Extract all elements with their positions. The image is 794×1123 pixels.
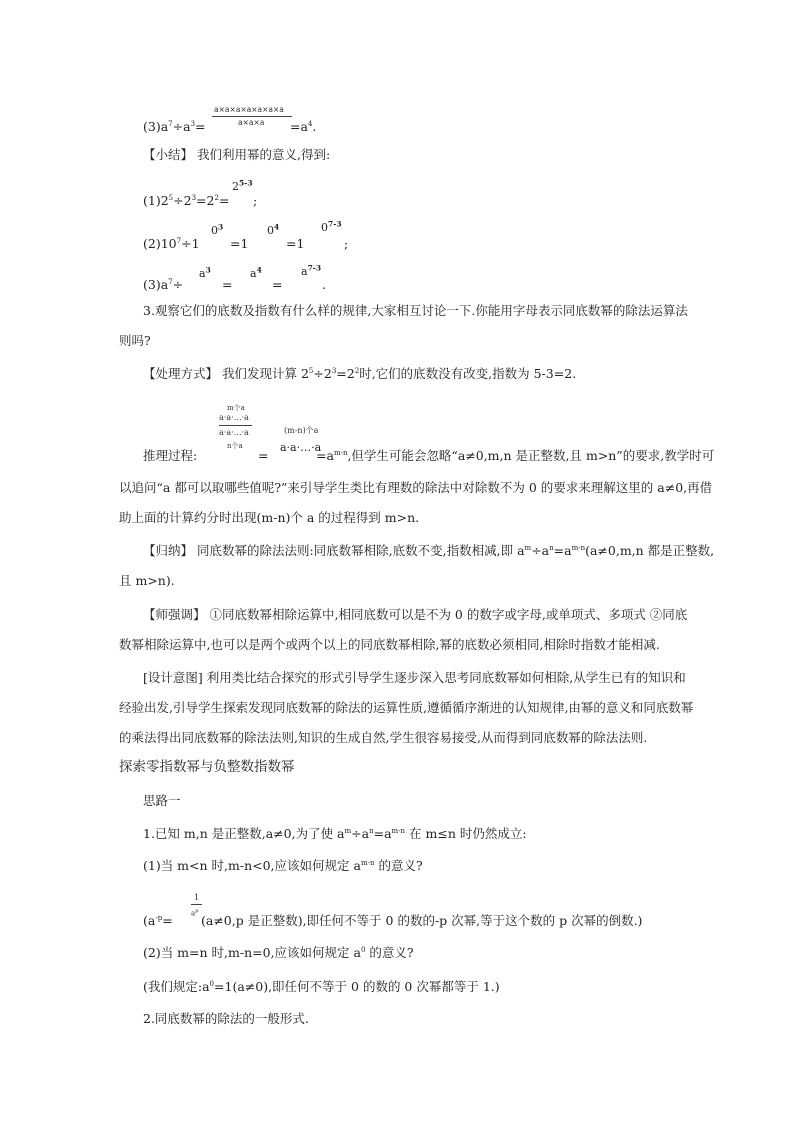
text: 【归纳】 同底数幂的除法法则:同底数幂相除,底数不变,指数相减,即 a: [143, 543, 525, 558]
paragraph-line: 则吗?: [119, 333, 151, 348]
fraction-top: a·a·…·a: [219, 413, 249, 422]
text: (3)a: [143, 119, 169, 134]
exponent: 5: [308, 366, 314, 375]
brace-label-n: n个a: [227, 442, 243, 450]
question-line: [143, 826, 527, 842]
text: =2: [196, 193, 215, 208]
power-term: [301, 263, 322, 278]
power-term: [321, 219, 342, 234]
text: (2)当 m=n 时,m-n=0,应该如何规定 a: [143, 945, 361, 960]
paragraph-line: 的乘法得出同底数幂的除法法则,知识的生成自然,学生很容易接受,从而得到同底数幂的除法法则.: [119, 730, 648, 745]
text: ÷1: [181, 236, 200, 251]
fraction-mid: a·a·…·a: [219, 428, 249, 437]
exponent: 3: [331, 366, 337, 375]
fraction-bar: [191, 904, 202, 905]
text: =2: [336, 366, 355, 381]
text: =a: [290, 119, 308, 134]
paragraph-line: 以追问“a 都可以取哪些值呢?”来引导学生类比有理数的除法中对除数不为 0 的要求来理解这里的 a≠0,再借: [119, 480, 713, 495]
exponent: 3: [218, 222, 224, 232]
exponent: 7: [168, 119, 173, 128]
text: (a≠0,m,n 都是正整数,: [585, 543, 715, 558]
exponent: m-n: [360, 858, 375, 867]
text: 0: [321, 221, 328, 234]
text: =1(a≠0),即任何不等于 0 的数的 0 次幂都等于 1.): [214, 979, 500, 994]
text: =a: [373, 826, 392, 841]
summary-item-2: [143, 236, 200, 252]
text: =a: [316, 448, 334, 463]
exponent: p: [195, 908, 199, 914]
power-term: [232, 178, 253, 193]
exponent: 4: [274, 222, 280, 232]
equals-sign: =: [272, 277, 283, 292]
summary-item-3: [143, 277, 183, 293]
text: 时,它们的底数没有改变,指数为 5-3=2.: [359, 366, 577, 381]
exponent: n: [369, 826, 374, 835]
brace-label-m: m个a: [227, 404, 245, 412]
fraction-denominator: a×a×a: [238, 118, 265, 127]
text: ,但学生可能会忽略“a≠0,m,n 是正整数,且 m>n”的要求,教学时可: [347, 448, 715, 463]
text: 在 m≤n 时仍然成立:: [405, 826, 527, 841]
text: =: [162, 913, 173, 928]
paragraph-line: 助上面的计算约分时出现(m-n)个 a 的过程得到 m>n.: [119, 510, 420, 525]
text: (我们规定:a: [143, 979, 210, 994]
fraction-numerator: 1: [194, 893, 200, 902]
text: ÷a: [172, 119, 191, 134]
text: (a: [143, 913, 156, 928]
fraction-numerator: a×a×a×a×a×a×a: [214, 105, 284, 114]
text: (1)当 m<n 时,m-n<0,应该如何规定 a: [143, 858, 361, 873]
power-term: [199, 265, 211, 280]
fraction-denominator: [191, 906, 198, 918]
question-line: [143, 858, 423, 874]
text: 的意义?: [374, 858, 423, 873]
text: (3)a: [143, 277, 169, 292]
exponent: m-n: [571, 543, 586, 552]
derivation-label: 推理过程:: [143, 448, 198, 463]
definition-line: (a≠0,p 是正整数),即任何不等于 0 的数的-p 次幂,等于这个数的 p 次幂的倒数.): [201, 913, 643, 928]
text: ÷a: [351, 826, 370, 841]
exponent: m: [344, 826, 352, 835]
text: 【处理方式】 我们发现计算 2: [143, 366, 309, 381]
question-line: [143, 945, 414, 961]
text: 0: [211, 224, 218, 237]
exponent: 5-3: [239, 178, 253, 188]
exponent: 5: [168, 193, 174, 202]
summary-item-1: [143, 193, 229, 209]
period: .: [322, 277, 326, 292]
paragraph-line: 数幂相除运算中,也可以是两个或两个以上的同底数幂相除,幂的底数必须相同,相除时指数才能相减.: [119, 637, 660, 652]
equation-line-1: [143, 119, 206, 135]
exponent: 2: [354, 366, 360, 375]
paragraph-line: 3.观察它们的底数及指数有什么样的规律,大家相互讨论一下.你能用字母表示同底数幂的除法运算法: [143, 303, 688, 318]
exponent: 7-3: [307, 263, 322, 273]
text: =: [218, 193, 230, 208]
exponent: 0: [360, 945, 366, 954]
text: ÷2: [313, 366, 332, 381]
fraction-bar: [212, 116, 292, 117]
semicolon: ;: [344, 236, 349, 251]
text: =a: [553, 543, 572, 558]
text: =: [195, 119, 206, 134]
text: 0: [267, 224, 274, 237]
induction-line: [143, 543, 714, 559]
exponent: 7: [168, 277, 173, 286]
fraction-result: a·a·…·a: [280, 441, 322, 454]
summary-intro: 【小结】 我们利用幂的意义,得到:: [143, 147, 331, 162]
brace-label-mn: (m-n)个a: [284, 426, 319, 435]
exponent: -p: [155, 913, 163, 922]
equals-sign: =: [222, 277, 233, 292]
text: .: [312, 119, 317, 134]
power-term: [211, 222, 224, 237]
text: ÷: [172, 277, 184, 292]
text: 1.已知 m,n 是正整数,a≠0,为了使 a: [143, 826, 345, 841]
method-line: [143, 366, 576, 382]
text: a: [199, 267, 206, 280]
power-term: [267, 222, 280, 237]
fraction-bar: [219, 425, 252, 426]
paragraph-line: 经验出发,引导学生探索发现同底数幂的除法的运算性质,遵循循序渐进的认知规律,由幂的意义和同底数幂: [119, 700, 694, 715]
question-line: 2.同底数幂的除法的一般形式.: [143, 1011, 309, 1026]
exponent: 2: [214, 193, 219, 202]
exponent: m: [524, 543, 532, 552]
derivation-line: [316, 448, 714, 464]
paragraph-line: 【师强调】 ①同底数幂相除运算中,相同底数可以是不为 0 的数字或字母,或单项式、多项式 ②同底: [143, 607, 688, 622]
exponent: 4: [256, 265, 262, 275]
equals-one: =1: [286, 236, 305, 251]
exponent: 3: [190, 119, 196, 128]
text: ÷a: [531, 543, 550, 558]
exponent: 3: [205, 265, 211, 275]
subheading: 思路一: [143, 793, 181, 808]
definition-line: [143, 913, 173, 929]
paragraph-line: [设计意图] 利用类比结合探究的形式引导学生逐步深入思考同底数幂如何相除,从学生已有的知识和: [143, 670, 686, 685]
exponent: 7-3: [328, 219, 342, 229]
text: a: [191, 909, 196, 918]
semicolon: ;: [253, 193, 258, 208]
equals-sign: =: [258, 448, 269, 463]
definition-line: [143, 979, 500, 995]
exponent: 7: [176, 236, 182, 245]
text: (2)10: [143, 236, 177, 251]
exponent: 3: [191, 193, 197, 202]
equation-result-1: [290, 119, 316, 135]
exponent: n: [549, 543, 554, 552]
text: 的意义?: [365, 945, 414, 960]
exponent: m-n: [333, 448, 348, 457]
equals-one: =1: [230, 236, 249, 251]
text: (1)2: [143, 193, 169, 208]
exponent: 0: [209, 979, 215, 988]
power-term: [250, 265, 262, 280]
text: a: [250, 267, 257, 280]
text: ÷2: [173, 193, 192, 208]
text: a: [301, 265, 308, 278]
text: 2: [232, 180, 239, 193]
exponent: 4: [307, 119, 313, 128]
paragraph-line: 且 m>n).: [119, 573, 175, 588]
exponent: m-n: [391, 826, 406, 835]
section-heading: 探索零指数幂与负整数指数幂: [119, 759, 295, 775]
